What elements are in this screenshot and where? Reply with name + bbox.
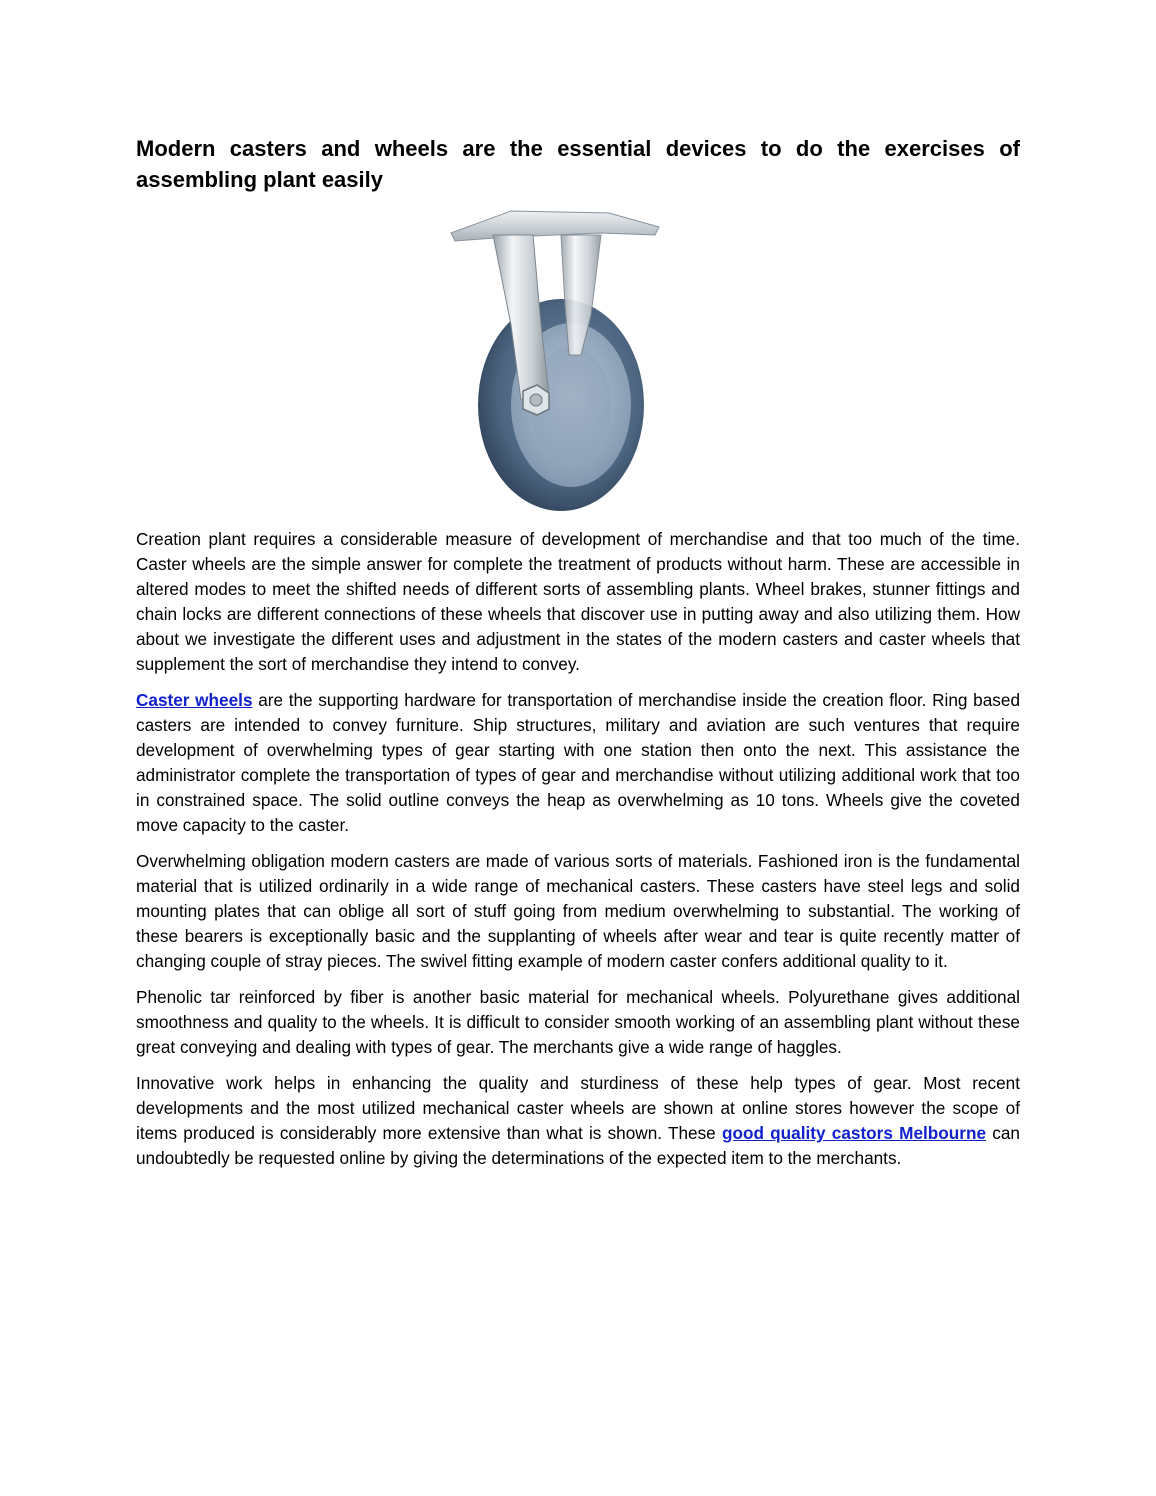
good-quality-castors-link[interactable]: good quality castors Melbourne bbox=[721, 1123, 987, 1143]
caster-wheel-image bbox=[441, 205, 671, 515]
caster-wheels-link[interactable]: Caster wheels bbox=[136, 690, 253, 710]
paragraph-2 bbox=[136, 688, 1020, 838]
paragraph-3: Overwhelming obligation modern casters are made of various sorts of materials. Fashioned iron is the fundamental material that is utilized ordinarily in a wide range of mechanical casters. These casters have steel legs and solid mounting plates that can oblige all sort of stuff going from medium overwhelming to substantial. The working of these bearers is exceptionally basic and the supplanting of wheels after wear and tear is quite recently matter of changing couple of stray pieces. The swivel fitting example of modern caster confers additional quality to it. bbox=[136, 851, 1020, 971]
document-page bbox=[136, 133, 1020, 1182]
paragraph-5-text-after: can undoubtedly be requested online by giving the determinations of the expected item to the merchants. bbox=[136, 1123, 1020, 1168]
paragraph-5-text-before: Innovative work helps in enhancing the quality and sturdiness of these help types of gear. Most recent developments and the most utilized mechanical caster wheels are shown at online stores however the scope of items produced is considerably more extensive than what is shown. These bbox=[136, 1073, 1020, 1143]
paragraph-1: Creation plant requires a considerable measure of development of merchandise and that too much of the time. Caster wheels are the simple answer for complete the treatment of products without harm. These are accessible in altered modes to meet the shifted needs of different sorts of assembling plants. Wheel brakes, stunner fittings and chain locks are different connections of these wheels that discover use in putting away and also utilizing them. How about we investigate the different uses and adjustment in the states of the modern casters and caster wheels that supplement the sort of merchandise they intend to convey. bbox=[136, 529, 1020, 674]
caster-wheel-icon bbox=[441, 205, 671, 515]
paragraph-2-text: are the supporting hardware for transportation of merchandise inside the creation floor. Ring based casters are intended to convey furniture. Ship structures, military and aviation are such ventures that require development of overwhelming types of gear starting with one station then onto the next. This assistance the administrator complete the transportation of types of gear and merchandise without utilizing additional work that too in constrained space. The solid outline conveys the heap as overwhelming as 10 tons. Wheels give the coveted move capacity to the caster. bbox=[136, 690, 1020, 835]
document-title: Modern casters and wheels are the essential devices to do the exercises of assembling plant easily bbox=[136, 136, 1020, 192]
document-body bbox=[136, 527, 1020, 1171]
paragraph-5 bbox=[136, 1071, 1020, 1171]
paragraph-4: Phenolic tar reinforced by fiber is another basic material for mechanical wheels. Polyurethane gives additional smoothness and quality to the wheels. It is difficult to consider smooth working of an assembling plant without these great conveying and dealing with types of gear. The merchants give a wide range of haggles. bbox=[136, 987, 1020, 1057]
